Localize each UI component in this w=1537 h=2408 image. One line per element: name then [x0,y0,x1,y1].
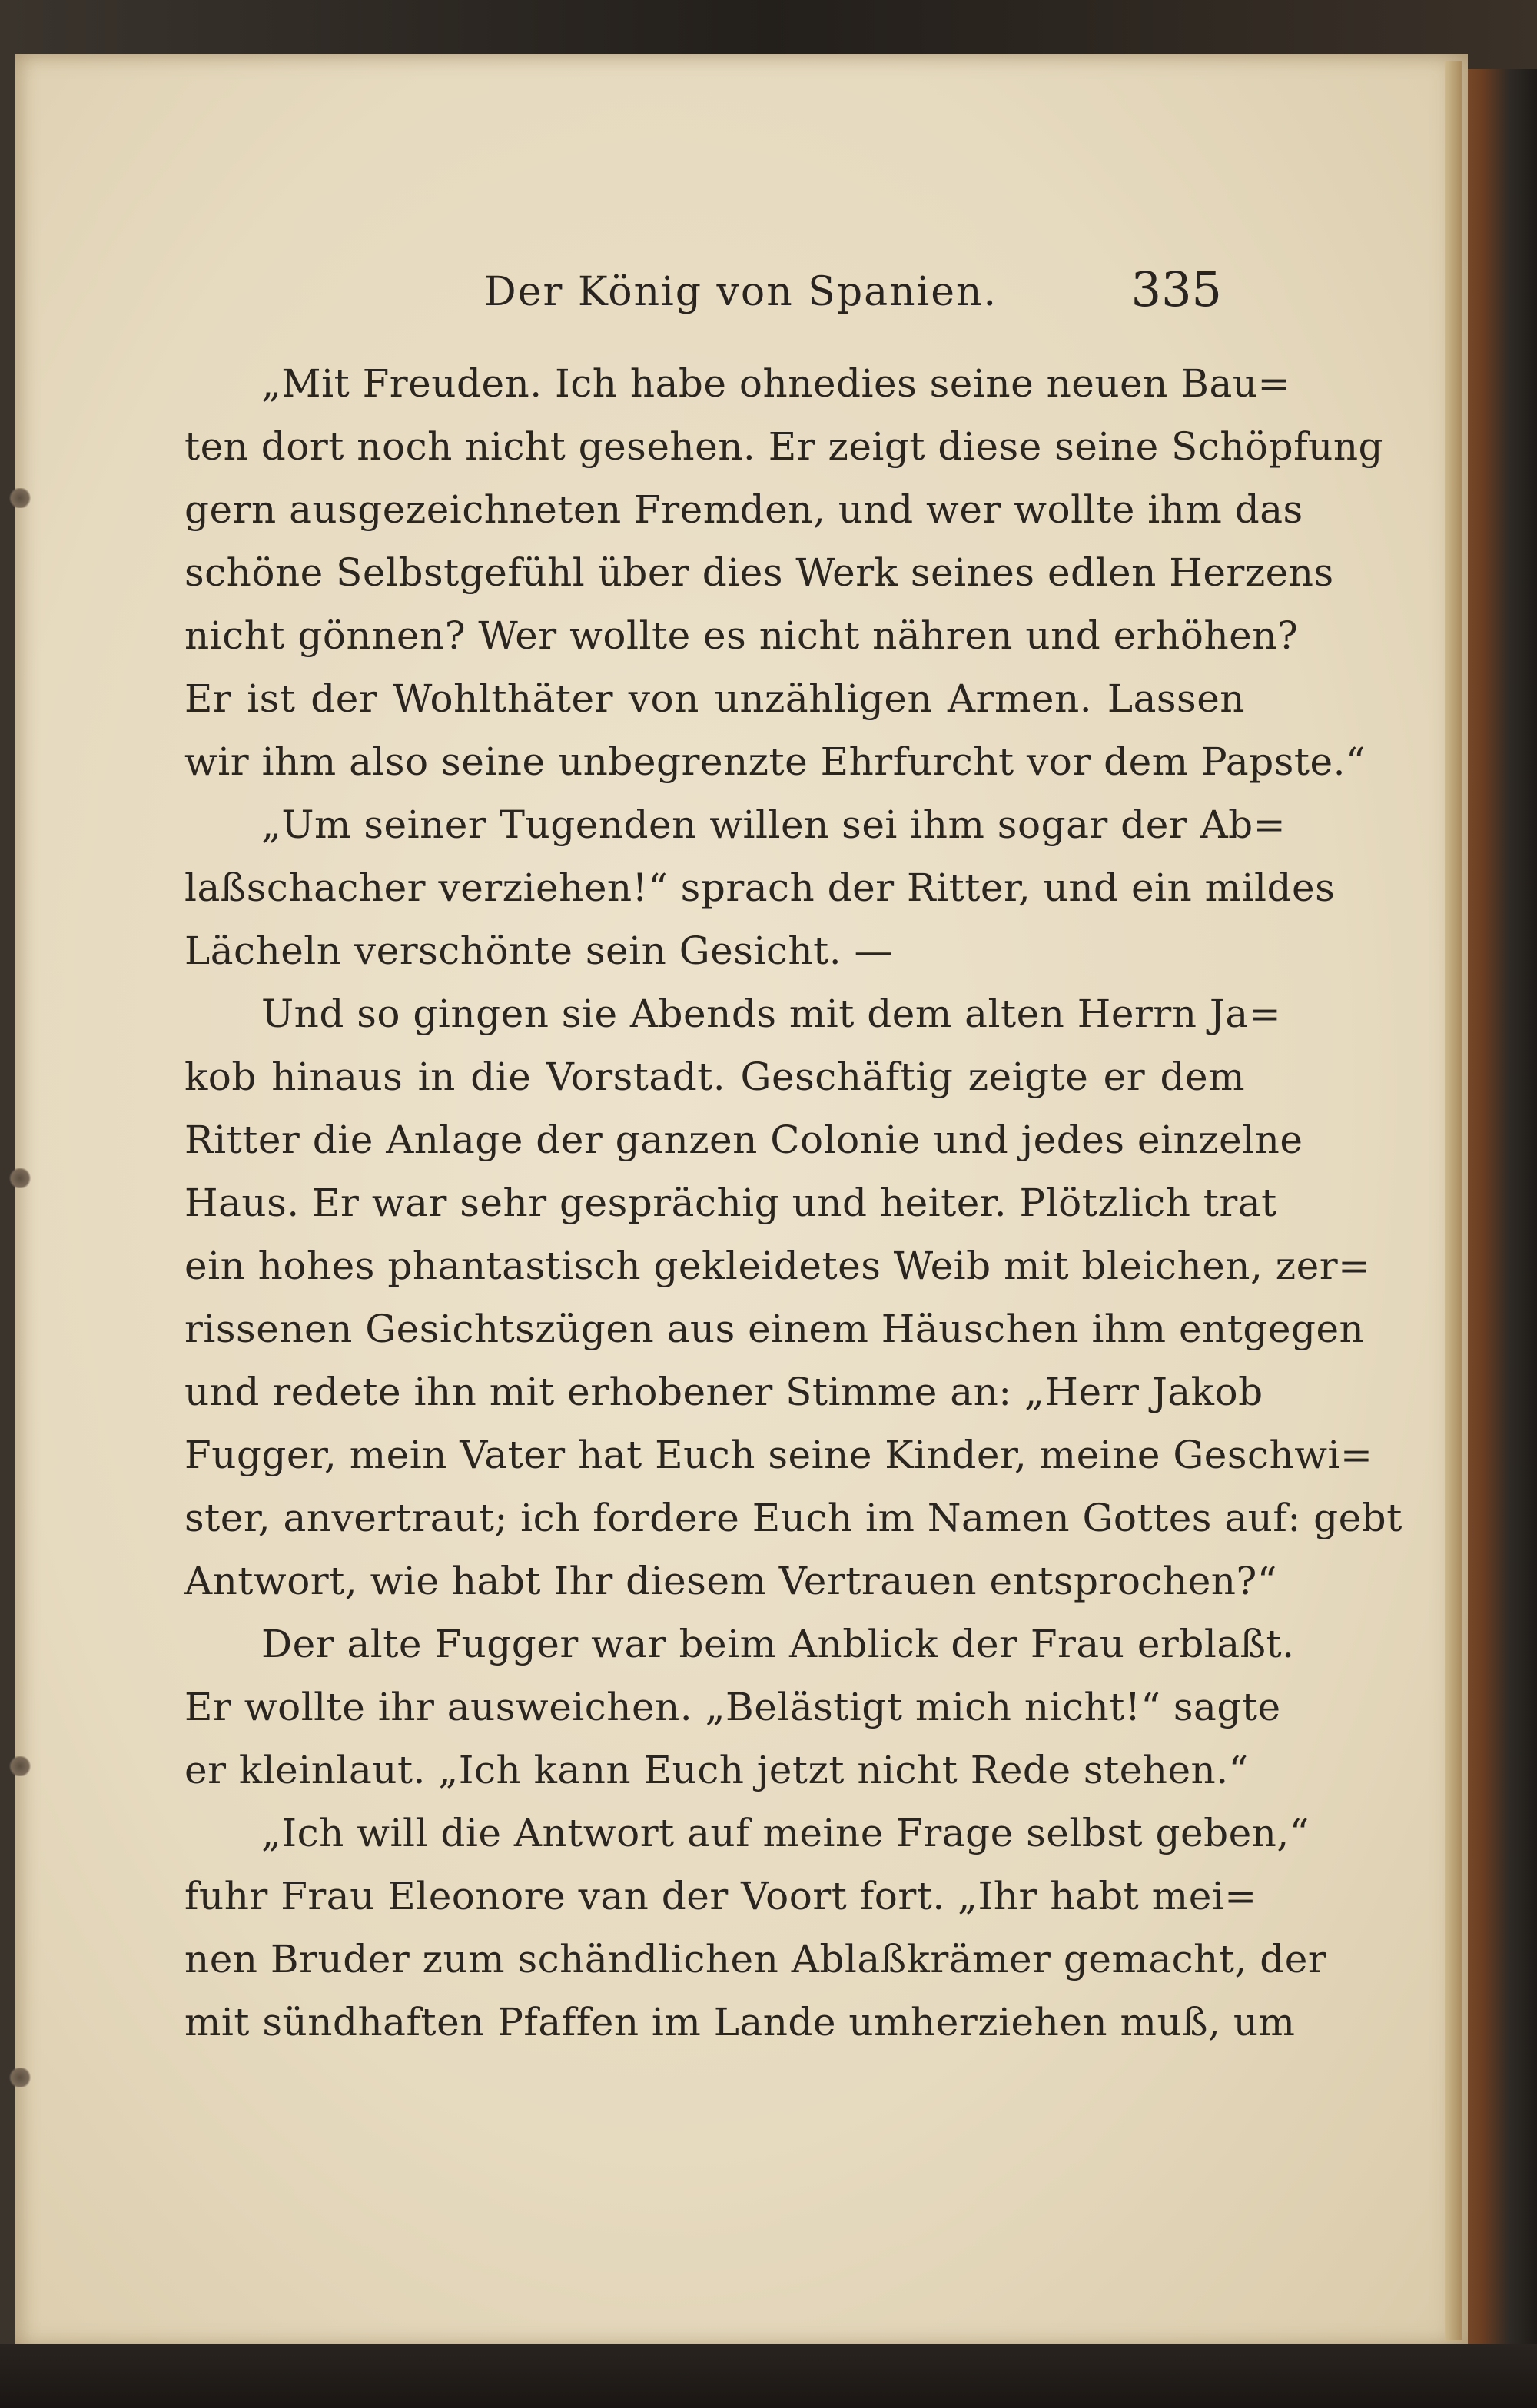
text-line: und redete ihn mit erhobener Stimme an: „Herr Jakob [184,1370,1263,1414]
text-line: schöne Selbstgefühl über dies Werk seines edlen Herzens [184,550,1334,595]
body-text [184,352,1403,2054]
text-line: Fugger, mein Vater hat Euch seine Kinder, meine Geschwi= [184,1433,1373,1477]
text-line: „Um seiner Tugenden willen sei ihm sogar der Ab= [261,802,1286,847]
text-line: mit sündhaften Pfaffen im Lande umherziehen muß, um [184,2000,1296,2044]
text-line: Er wollte ihr ausweichen. „Belästigt mich nicht!“ sagte [184,1685,1281,1729]
text-line: Ritter die Anlage der ganzen Colonie und jedes einzelne [184,1118,1303,1162]
text-line: ster, anvertraut; ich fordere Euch im Namen Gottes auf: gebt [184,1496,1403,1540]
text-line: Haus. Er war sehr gesprächig und heiter. Plötzlich trat [184,1181,1277,1225]
page-number: 335 [1130,261,1222,317]
text-line: Antwort, wie habt Ihr diesem Vertrauen entsprochen?“ [184,1559,1277,1603]
text-line: nen Bruder zum schändlichen Ablaßkrämer gemacht, der [184,1937,1327,1981]
binding-tack-icon [9,488,31,508]
text-line: wir ihm also seine unbegrenzte Ehrfurcht vor dem Papste.“ [184,739,1366,784]
text-line: „Ich will die Antwort auf meine Frage selbst geben,“ [261,1811,1310,1855]
text-line: „Mit Freuden. Ich habe ohnedies seine neuen Bau= [261,361,1290,406]
text-line: gern ausgezeichneten Fremden, und wer wollte ihm das [184,487,1303,532]
text-line: laßschacher verziehen!“ sprach der Ritter, und ein mildes [184,865,1336,910]
text-line: fuhr Frau Eleonore van der Voort fort. „Ihr habt mei= [184,1874,1257,1918]
text-line: kob hinaus in die Vorstadt. Geschäftig zeigte er dem [184,1055,1245,1099]
text-line: ten dort noch nicht gesehen. Er zeigt diese seine Schöpfung [184,424,1384,469]
text-line: ein hohes phantastisch gekleidetes Weib mit bleichen, zer= [184,1244,1371,1288]
text-line: Lächeln verschönte sein Gesicht. — [184,928,893,973]
text-line: er kleinlaut. „Ich kann Euch jetzt nicht Rede stehen.“ [184,1748,1249,1792]
text-line: Der alte Fugger war beim Anblick der Frau erblaßt. [261,1622,1295,1666]
text-line: rissenen Gesichtszügen aus einem Häuschen ihm entgegen [184,1307,1365,1351]
bottom-binding [0,2344,1537,2408]
running-title: Der König von Spanien. [484,269,998,315]
page-edge-shadow [1445,61,1462,2340]
binding-tack-icon [9,1756,31,1776]
text-line: nicht gönnen? Wer wollte es nicht nähren und erhöhen? [184,613,1299,658]
binding-tack-icon [9,2068,31,2087]
page-header [484,261,1222,323]
text-line: Und so gingen sie Abends mit dem alten Herrn Ja= [261,991,1282,1036]
text-line: Er ist der Wohlthäter von unzähligen Armen. Lassen [184,676,1245,721]
binding-tack-icon [9,1168,31,1188]
